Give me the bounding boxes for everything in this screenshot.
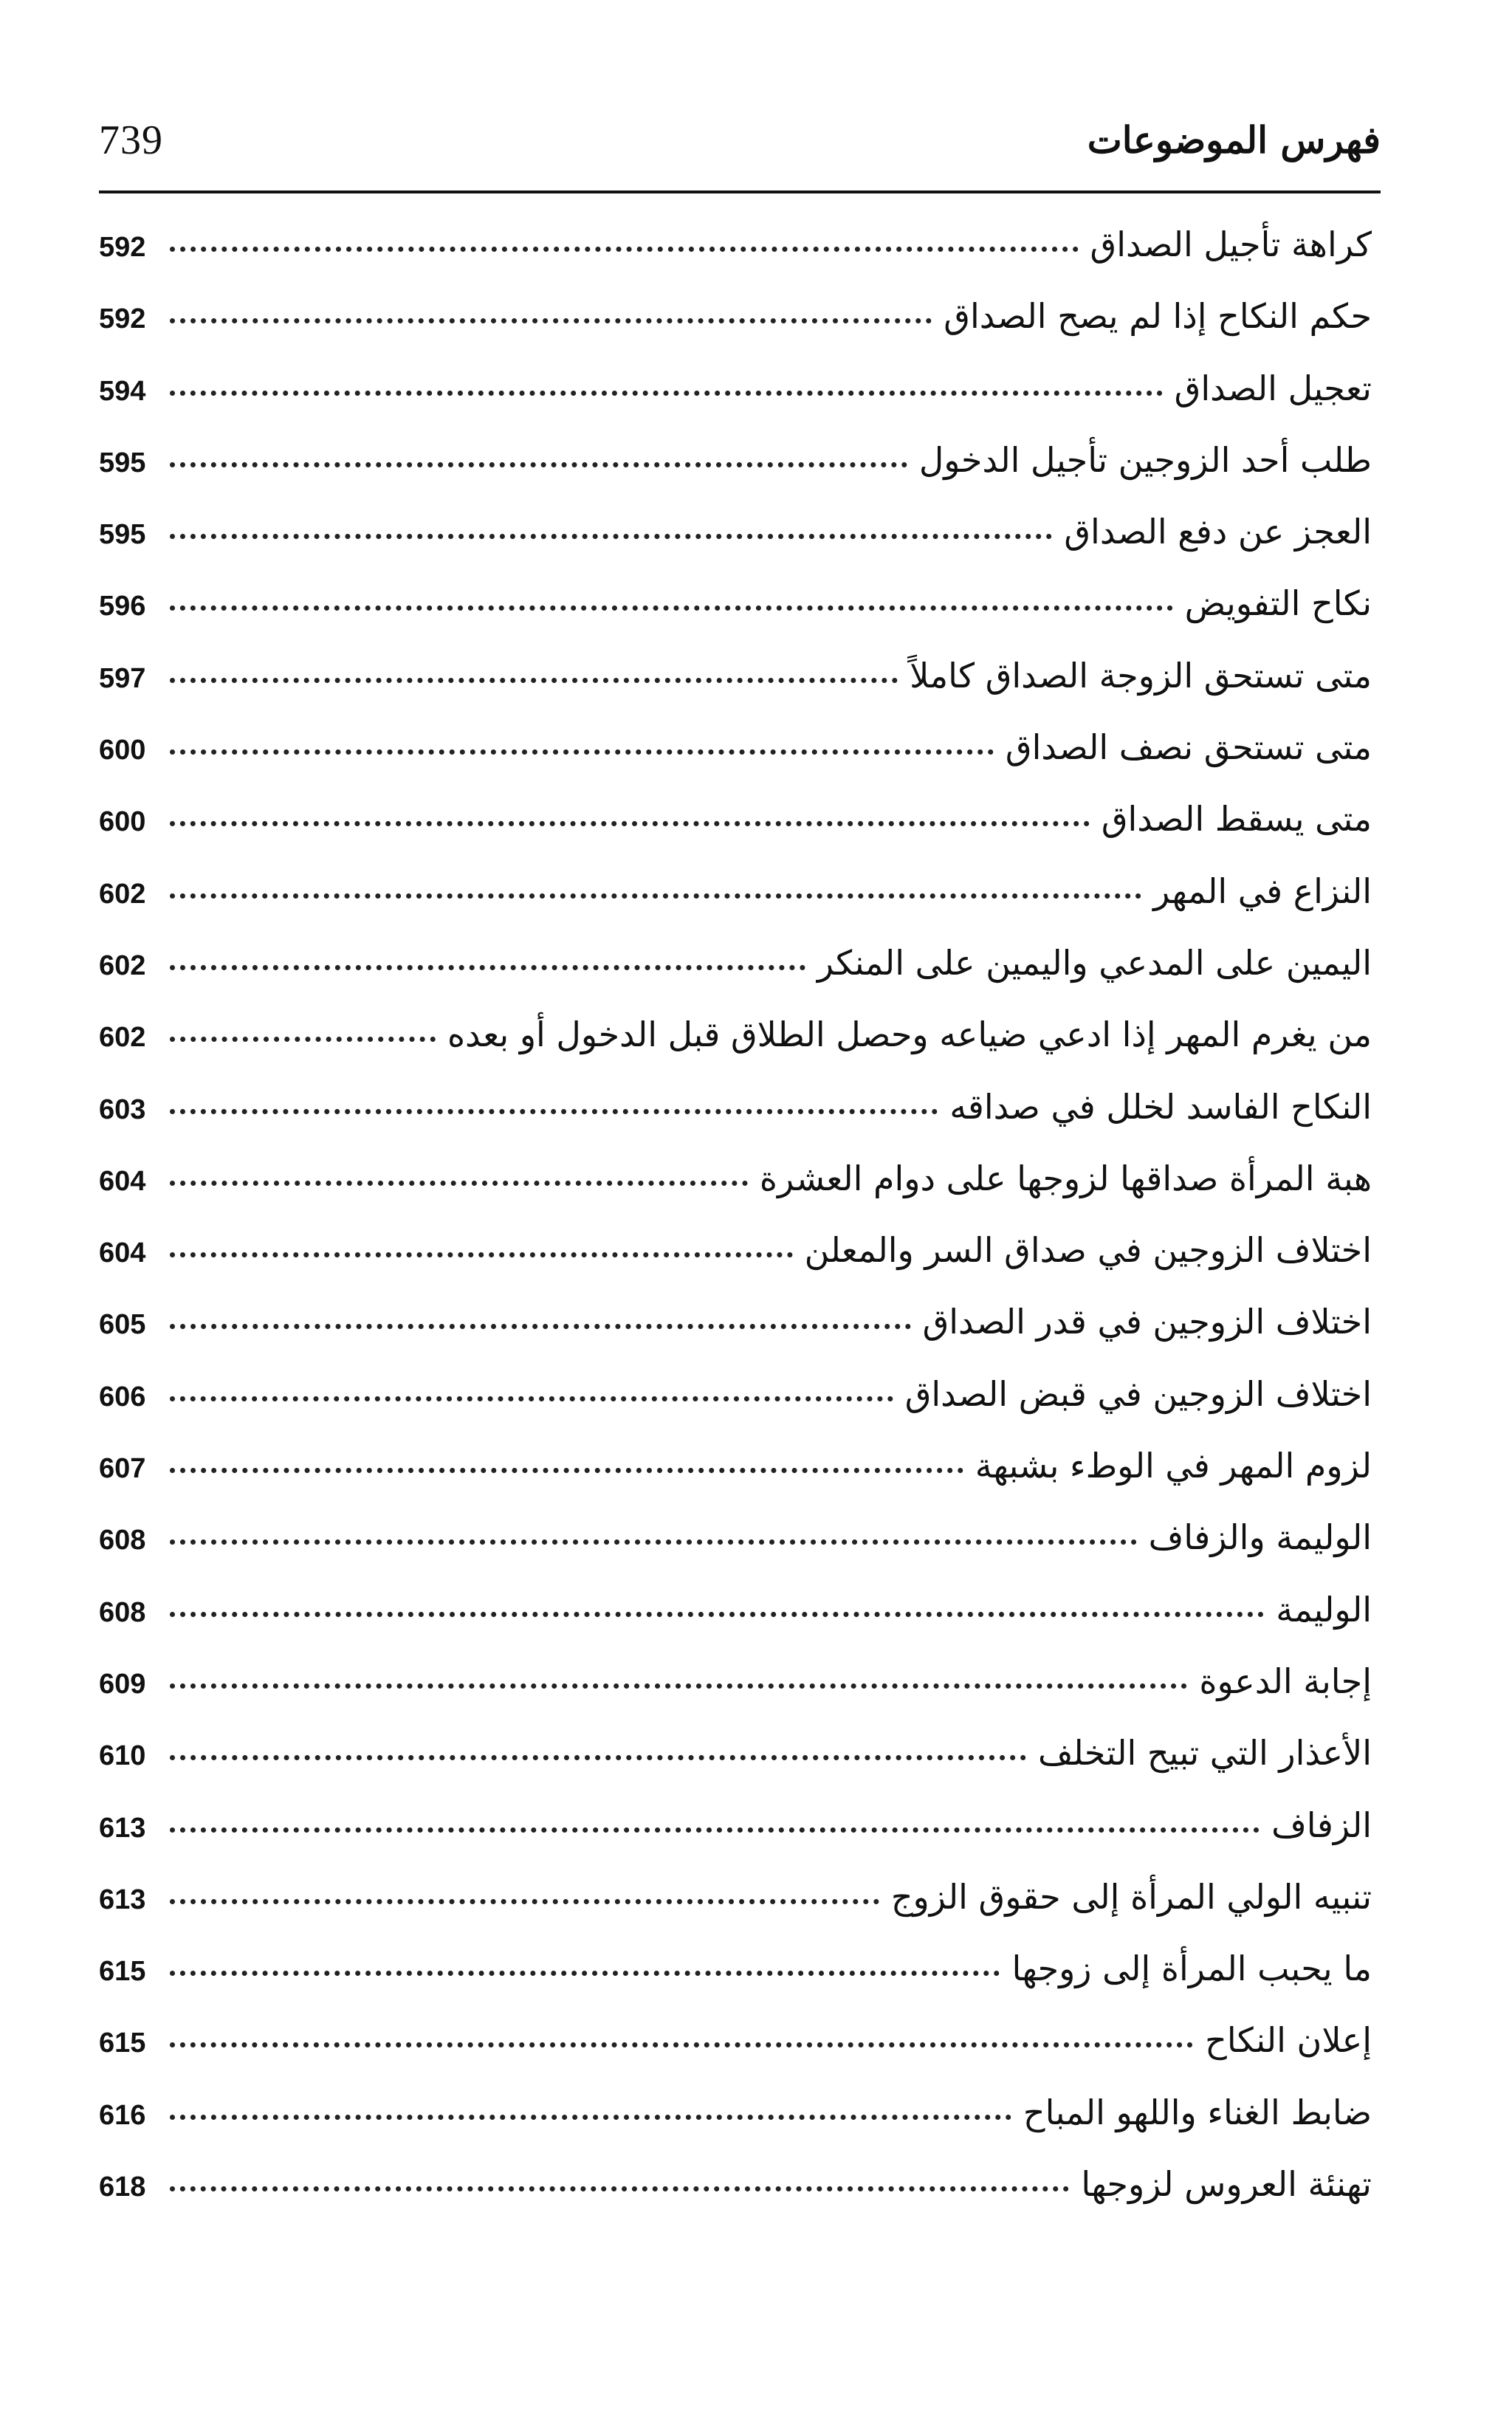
toc-entry-title: النكاح الفاسد لخلل في صداقه bbox=[949, 1086, 1372, 1127]
header-divider bbox=[99, 190, 1381, 193]
toc-entry-title: تنبيه الولي المرأة إلى حقوق الزوج bbox=[890, 1876, 1372, 1917]
toc-entry-title: الوليمة والزفاف bbox=[1148, 1517, 1372, 1558]
dot-leader bbox=[170, 391, 1163, 396]
dot-leader bbox=[170, 2115, 1011, 2120]
toc-entry-page-number: 600 bbox=[99, 735, 146, 766]
dot-leader bbox=[170, 678, 898, 683]
toc-entry-title: اختلاف الزوجين في صداق السر والمعلن bbox=[804, 1230, 1372, 1271]
toc-entry-title: هبة المرأة صداقها لزوجها على دوام العشرة bbox=[759, 1158, 1372, 1198]
toc-entry-title: تهنئة العروس لزوجها bbox=[1081, 2164, 1372, 2205]
dot-leader bbox=[170, 1539, 1137, 1545]
toc-entry bbox=[99, 1430, 1372, 1502]
toc-entry-title: الزفاف bbox=[1271, 1805, 1372, 1845]
toc-entry bbox=[99, 640, 1372, 712]
toc-entry-title: تعجيل الصداق bbox=[1174, 368, 1372, 408]
toc-entry-page-number: 616 bbox=[99, 2099, 146, 2131]
toc-entry bbox=[99, 1717, 1372, 1789]
toc-entry bbox=[99, 2077, 1372, 2149]
toc-entry-page-number: 603 bbox=[99, 1094, 146, 1125]
dot-leader bbox=[170, 1324, 911, 1329]
toc-entry-page-number: 600 bbox=[99, 806, 146, 838]
toc-entry bbox=[99, 568, 1372, 639]
toc-entry-title: طلب أحد الزوجين تأجيل الدخول bbox=[918, 439, 1372, 480]
toc-entry bbox=[99, 856, 1372, 927]
toc-entry-title: حكم النكاح إذا لم يصح الصداق bbox=[944, 296, 1372, 337]
dot-leader bbox=[170, 1252, 793, 1257]
toc-entry-page-number: 597 bbox=[99, 662, 146, 694]
dot-leader bbox=[170, 893, 1141, 899]
toc-entry-page-number: 605 bbox=[99, 1309, 146, 1341]
toc-entry-title: اليمين على المدعي واليمين على المنكر bbox=[817, 942, 1372, 983]
toc-entry-title: اختلاف الزوجين في قبض الصداق bbox=[904, 1373, 1372, 1414]
page-number: 739 bbox=[99, 117, 163, 163]
toc-entry-title: إجابة الدعوة bbox=[1199, 1661, 1372, 1701]
toc-entry-page-number: 613 bbox=[99, 1884, 146, 1915]
toc-entry bbox=[99, 281, 1372, 352]
page-header bbox=[99, 111, 1381, 170]
toc-entry-page-number: 592 bbox=[99, 232, 146, 263]
dot-leader bbox=[170, 821, 1090, 826]
dot-leader bbox=[170, 605, 1173, 611]
table-of-contents bbox=[99, 209, 1372, 2220]
dot-leader bbox=[170, 1037, 436, 1042]
toc-entry-page-number: 607 bbox=[99, 1453, 146, 1485]
toc-entry bbox=[99, 1143, 1372, 1215]
toc-entry bbox=[99, 1359, 1372, 1430]
dot-leader bbox=[170, 462, 907, 467]
section-title: فهرس الموضوعات bbox=[1087, 118, 1381, 162]
toc-entry bbox=[99, 1071, 1372, 1143]
toc-entry-page-number: 592 bbox=[99, 303, 146, 335]
toc-entry-title: الوليمة bbox=[1276, 1589, 1372, 1630]
toc-entry-title: متى يسقط الصداق bbox=[1101, 799, 1372, 840]
dot-leader bbox=[170, 2186, 1069, 2191]
toc-entry-page-number: 613 bbox=[99, 1812, 146, 1844]
dot-leader bbox=[170, 965, 805, 970]
dot-leader bbox=[170, 1612, 1264, 1617]
toc-entry bbox=[99, 2005, 1372, 2076]
toc-entry bbox=[99, 496, 1372, 568]
dot-leader bbox=[170, 1899, 879, 1904]
dot-leader bbox=[170, 534, 1052, 539]
dot-leader bbox=[170, 2042, 1193, 2047]
toc-entry-page-number: 595 bbox=[99, 519, 146, 551]
toc-entry-title: العجز عن دفع الصداق bbox=[1064, 512, 1372, 552]
toc-entry-page-number: 608 bbox=[99, 1596, 146, 1628]
toc-entry bbox=[99, 1933, 1372, 2005]
toc-entry-title: كراهة تأجيل الصداق bbox=[1090, 224, 1372, 264]
toc-entry-page-number: 618 bbox=[99, 2172, 146, 2203]
toc-entry-page-number: 604 bbox=[99, 1165, 146, 1197]
toc-entry bbox=[99, 1646, 1372, 1717]
dot-leader bbox=[170, 1755, 1026, 1760]
toc-entry-page-number: 594 bbox=[99, 375, 146, 407]
toc-entry-page-number: 610 bbox=[99, 1740, 146, 1772]
toc-entry-page-number: 615 bbox=[99, 2028, 146, 2059]
toc-entry bbox=[99, 209, 1372, 281]
toc-entry-page-number: 609 bbox=[99, 1668, 146, 1700]
toc-entry-title: النزاع في المهر bbox=[1153, 871, 1372, 911]
toc-entry bbox=[99, 1286, 1372, 1358]
toc-entry bbox=[99, 1790, 1372, 1861]
toc-entry-page-number: 595 bbox=[99, 447, 146, 478]
toc-entry-page-number: 606 bbox=[99, 1381, 146, 1412]
toc-entry-page-number: 602 bbox=[99, 1022, 146, 1054]
toc-entry bbox=[99, 783, 1372, 855]
toc-entry-title: ما يحبب المرأة إلى زوجها bbox=[1011, 1949, 1372, 1989]
dot-leader bbox=[170, 1396, 893, 1401]
toc-entry-title: متى تستحق نصف الصداق bbox=[1005, 727, 1372, 768]
dot-leader bbox=[170, 1683, 1187, 1689]
toc-entry bbox=[99, 1861, 1372, 1933]
toc-entry bbox=[99, 1502, 1372, 1573]
toc-entry bbox=[99, 712, 1372, 783]
dot-leader bbox=[170, 247, 1079, 252]
toc-entry bbox=[99, 2149, 1372, 2220]
toc-entry bbox=[99, 1574, 1372, 1646]
dot-leader bbox=[170, 318, 932, 323]
toc-entry bbox=[99, 999, 1372, 1071]
dot-leader bbox=[170, 1971, 1000, 1976]
toc-entry-title: ضابط الغناء واللهو المباح bbox=[1023, 2092, 1372, 2132]
toc-entry-page-number: 604 bbox=[99, 1237, 146, 1269]
toc-entry-title: لزوم المهر في الوطء بشبهة bbox=[975, 1446, 1372, 1486]
toc-entry-title: الأعذار التي تبيح التخلف bbox=[1038, 1733, 1372, 1774]
toc-entry-title: نكاح التفويض bbox=[1184, 583, 1372, 624]
dot-leader bbox=[170, 1827, 1260, 1833]
toc-entry-page-number: 596 bbox=[99, 591, 146, 622]
toc-entry-title: من يغرم المهر إذا ادعي ضياعه وحصل الطلاق قبل الدخول أو بعده bbox=[447, 1015, 1372, 1055]
toc-entry-page-number: 608 bbox=[99, 1525, 146, 1556]
toc-entry-page-number: 602 bbox=[99, 878, 146, 910]
toc-entry-title: اختلاف الزوجين في قدر الصداق bbox=[922, 1302, 1372, 1342]
dot-leader bbox=[170, 1109, 938, 1114]
toc-entry bbox=[99, 927, 1372, 999]
toc-entry-title: إعلان النكاح bbox=[1205, 2020, 1372, 2061]
toc-entry-page-number: 615 bbox=[99, 1956, 146, 1988]
toc-entry bbox=[99, 1215, 1372, 1286]
dot-leader bbox=[170, 1181, 748, 1186]
toc-entry bbox=[99, 425, 1372, 496]
dot-leader bbox=[170, 1468, 963, 1473]
toc-entry-page-number: 602 bbox=[99, 950, 146, 981]
toc-entry-title: متى تستحق الزوجة الصداق كاملاً bbox=[910, 655, 1372, 696]
dot-leader bbox=[170, 749, 994, 755]
toc-entry bbox=[99, 353, 1372, 425]
